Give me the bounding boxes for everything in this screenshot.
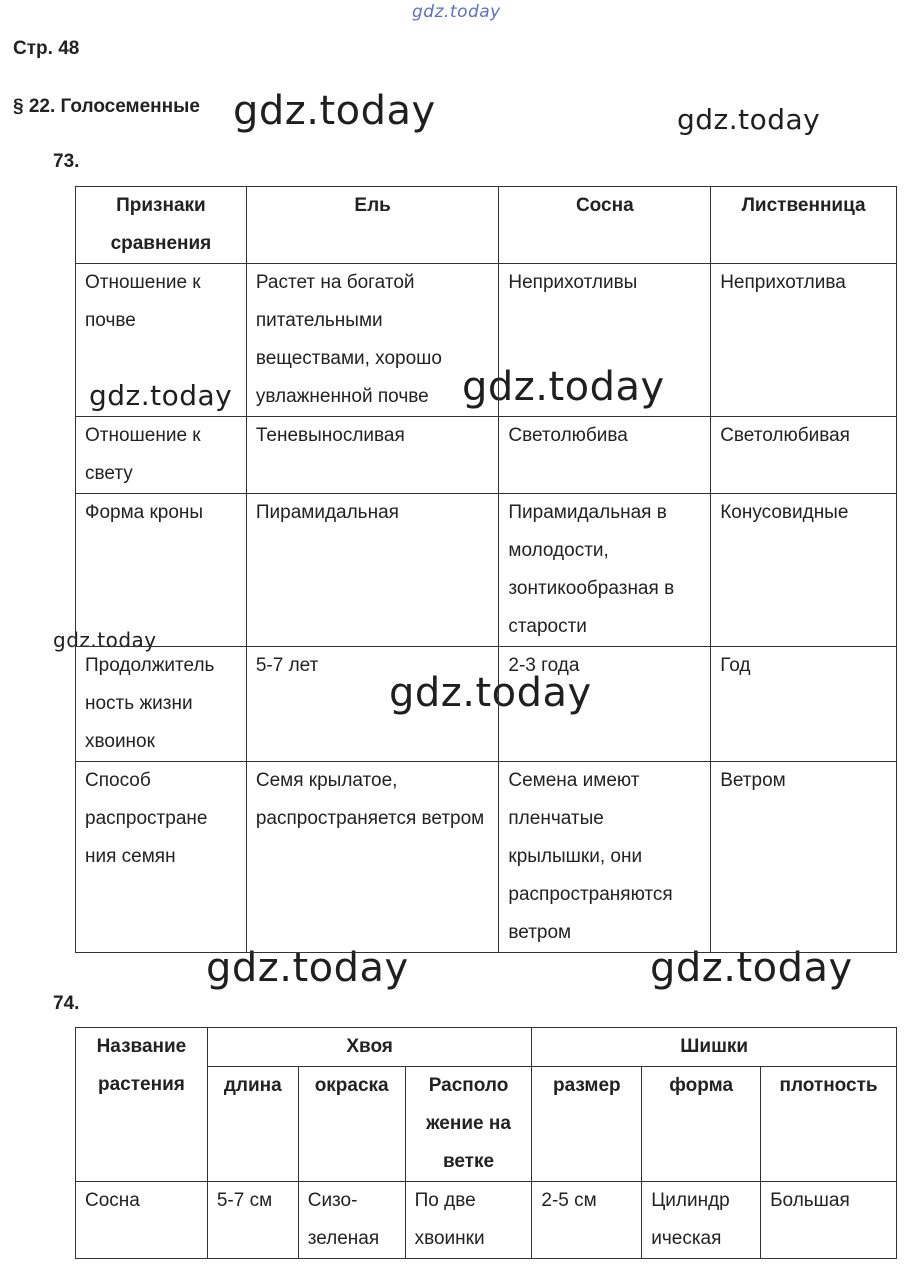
header-cell: Хвоя [207,1028,532,1067]
table-cell: Семя крылатое, распространяется ветром [246,762,499,953]
table-cell: Неприхотливы [499,264,711,417]
table-cell: Сизо-зеленая [298,1182,405,1259]
table-cell: Ветром [711,762,897,953]
watermark: gdz.today [89,379,233,412]
watermark: gdz.today [389,670,592,716]
table-cell: По две хвоинки [405,1182,532,1259]
table-cell: Пирамидальная в молодости, зонтикообразная в старости [499,494,711,647]
table-cell: Неприхотлива [711,264,897,417]
table-cell: 2-5 см [532,1182,642,1259]
watermark: gdz.today [53,628,157,652]
table-cell: Форма кроны [76,494,247,647]
table-cell: Светолюбивая [711,417,897,494]
table-header-row [76,187,897,264]
table-cell: Семена имеют пленчатые крылышки, они распространяются ветром [499,762,711,953]
table-cell: Большая [761,1182,897,1259]
table-row [76,762,897,953]
header-cell: форма [642,1067,761,1182]
header-cell: размер [532,1067,642,1182]
table-row [76,1182,897,1259]
watermark: gdz.today [233,88,436,134]
table-cell: Способ распростране ния семян [76,762,247,953]
table-cell: Год [711,647,897,762]
table-cell: Пирамидальная [246,494,499,647]
header-cell: Лиственница [711,187,897,264]
table-cell: Светолюбива [499,417,711,494]
task-74-number: 74. [53,993,80,1014]
table-cell: Сосна [76,1182,208,1259]
watermark: gdz.today [650,945,853,991]
table-cell: 5-7 лет [246,647,499,762]
task-73-number: 73. [53,151,80,172]
page-label: Стр. 48 [13,38,80,59]
header-cell: длина [207,1067,298,1182]
table-cell: 2-3 года [499,647,711,762]
table-row [76,264,897,417]
watermark: gdz.today [462,364,665,410]
watermark: gdz.today [677,103,821,136]
pine-table [75,1027,897,1259]
section-title: § 22. Голосеменные [13,96,200,117]
table-cell: Продолжитель ность жизни хвоинок [76,647,247,762]
watermark-top: gdz.today [412,2,501,22]
table-row [76,494,897,647]
comparison-table [75,186,897,953]
table-row [76,647,897,762]
header-cell: Сосна [499,187,711,264]
watermark: gdz.today [206,945,409,991]
table-cell: Теневыносливая [246,417,499,494]
header-cell: плотность [761,1067,897,1182]
table-header-row [76,1028,897,1067]
table-cell: Цилиндр ическая [642,1182,761,1259]
header-cell: Располо жение на ветке [405,1067,532,1182]
table-cell: Растет на богатой питательными веществами, хорошо увлажненной почве [246,264,499,417]
table-row [76,417,897,494]
table-cell: Отношение к почве [76,264,247,417]
table-cell: 5-7 см [207,1182,298,1259]
header-cell: окраска [298,1067,405,1182]
header-cell: Признаки сравнения [76,187,247,264]
table-cell: Конусовидные [711,494,897,647]
header-cell: Шишки [532,1028,897,1067]
header-cell: Название растения [76,1028,208,1182]
table-cell: Отношение к свету [76,417,247,494]
header-cell: Ель [246,187,499,264]
